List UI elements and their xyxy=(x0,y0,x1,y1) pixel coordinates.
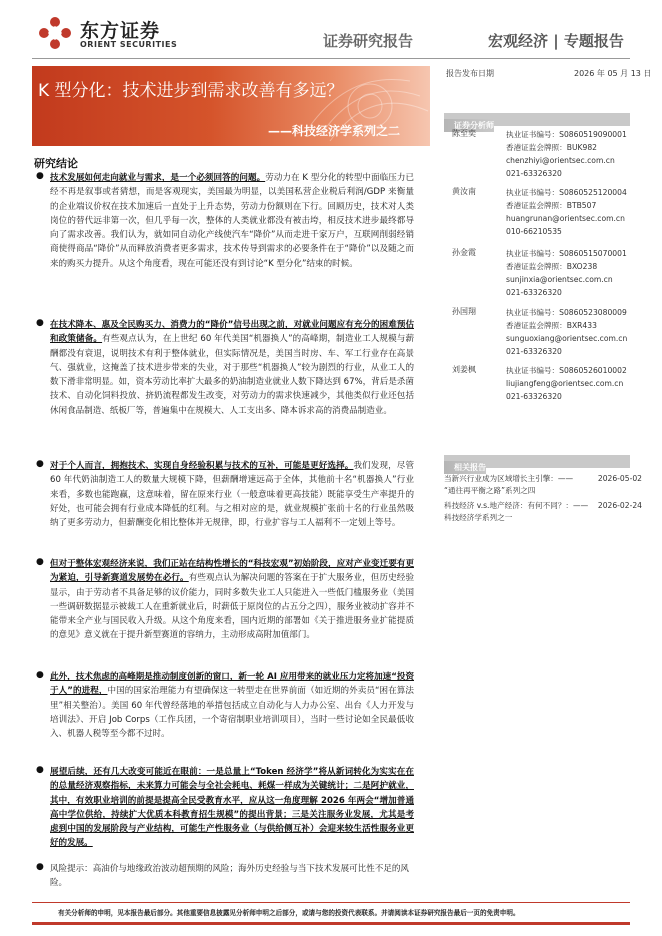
footer-bar xyxy=(32,922,630,925)
analyst-name: 孙金霞 xyxy=(452,248,476,257)
analyst-detail: 021-63326320 xyxy=(506,169,562,178)
related-heading: 相关报告 xyxy=(444,461,486,474)
analyst-detail: 执业证书编号：S0860523080009 xyxy=(506,308,627,317)
analyst-detail: 执业证书编号：S0860515070001 xyxy=(506,249,627,258)
conclusion-paragraph xyxy=(50,171,414,271)
analyst-name: 刘姜枫 xyxy=(452,365,476,374)
related-report-title: 当新兴行业成为区域增长主引擎：—— xyxy=(444,474,574,483)
paragraph-body: 劳动力在 K 型分化的转型中面临压力已经不再是叙事或者猜想，而是客观现实，美国最为明显，以美国私营企业税后利润/GDP 来衡量的企业端议价权在技术加速后一直处于上升态势，劳动力份额则在下行。回顾历史，技术对人类岗位的替代远非第一次，但几乎每一次，整体的人类就业都没有被击垮，相反技术进步最终都导向了需求改善。我们认为，就如同自动化产线使汽车“降价”从而走进千家万户，互联网削弱经销商使得商品“降价”从而释放消费者更多需求，技术传导到需求的必要条件在于“降价”以及随之而来的购买力提升。从这个角度看，现在可能还没有到讨论“K 型分化”结束的时候。 xyxy=(50,173,414,269)
logo-chinese-name: 东方证券 xyxy=(80,20,161,42)
analyst-detail: 香港证监会牌照：BXR433 xyxy=(506,321,597,330)
analyst-name: 陈至奕 xyxy=(452,129,476,138)
conclusion-paragraph xyxy=(50,765,414,851)
analyst-name: 孙国翔 xyxy=(452,307,476,316)
report-title: K 型分化：技术进步到需求改善有多远？ xyxy=(38,81,344,101)
related-report-subtitle: “通往再平衡之路”系列之四 xyxy=(444,486,536,495)
bullet-icon: ● xyxy=(36,318,44,328)
related-report-date: 2026-05-02 xyxy=(597,474,642,483)
analysts-heading: 证券分析师 xyxy=(444,119,494,132)
analyst-detail: 021-63326320 xyxy=(506,392,562,401)
report-date-value: 2026 年 05 月 13 日 xyxy=(574,69,652,78)
related-report-item[interactable] xyxy=(444,500,642,524)
bullet-icon: ● xyxy=(36,670,44,680)
related-report-date: 2026-02-24 xyxy=(597,501,642,510)
conclusion-paragraph xyxy=(50,557,414,643)
report-category-label: 宏观经济 | 专题报告 xyxy=(488,32,624,50)
related-report-subtitle: 科技经济学系列之一 xyxy=(444,513,513,522)
analyst-email-link[interactable]: sunguoxiang@orientsec.com.cn xyxy=(506,334,628,343)
analysts-section-header xyxy=(444,113,630,130)
paragraph-body: 有些观点认为解决问题的答案在于扩大服务业，但历史经验显示，由于劳动者不具备足够的议价能力，同时多数失业工人只能进入一些低门槛服务业（美国一些调研数据显示被裁工人在重新就业后，时薪低于原岗位的占五分之四），服务业被动扩容并不能带来全产业与国民收入升级。从这个角度来看，国内近期的部署如《关于推进服务业扩能提质的意见》意义就在于提升新型赛道的容纳力，主动形成高附加值部门。 xyxy=(50,573,415,641)
bullet-icon: ● xyxy=(36,557,44,567)
paragraph-lead: 但对于整体宏观经济来说，我们正站在结构性增长的“科技宏观”初始阶段，应对产业变迁要有更为紧迫，引导新赛道发展势在必行。 xyxy=(50,559,414,584)
analyst-detail: 010-66210535 xyxy=(506,227,562,236)
related-section-header xyxy=(444,455,630,472)
related-report-item[interactable] xyxy=(444,473,642,497)
analyst-detail: 021-63326320 xyxy=(506,288,562,297)
analyst-detail: 香港证监会牌照：BUK982 xyxy=(506,143,597,152)
bullet-icon: ● xyxy=(36,171,44,181)
paragraph-lead: 在技术降本、惠及全民购买力、消费力的“降价”信号出现之前，对就业问题应有充分的困难预估和政策储备。 xyxy=(50,320,414,345)
section-heading-conclusions: 研究结论 xyxy=(34,157,78,170)
analyst-email-link[interactable]: sunjinxia@orientsec.com.cn xyxy=(506,275,613,284)
paragraph-body: 我们发现，尽管 60 年代奶油制造工人的数量大规模下降，但薪酬增速远高于全体，其他前十名“机器换人”行业来看，多数也能跑赢，这意味着，留在原来行业（一般意味着更高技能）既能享受生产率提升的好处，也可能会拥有行业成本降低的红利。与之相对应的是，就业规模扩张前十名的行业虽然吸纳了更多劳动力，但薪酬变化相比整体并无规律，即，行业扩容与工人福利不一定划上等号。 xyxy=(50,461,415,529)
paragraph-body: 有些观点认为，在上世纪 60 年代美国“机器换人”的高峰期，制造业工人规模与薪酬都没有衰退，说明技术有利于整体就业，但实际情况是，美国当时房、车、军工行业存在高景气、强就业，这掩盖了技术进步带来的失业，对于那些“机器换人”较为剧烈的行业，从业工人的数下滑非常明显。如，资本劳动比率扩大最多的奶油制造业就业人数下降达到 67%，背后是杀菌技术、自动化饲料投放、挤奶流程都发生改变，对劳动力的需求快速减少，其他类似行业还包括休闲食品制造、纸板厂等，普遍集中在规模大、人工支出多、降本诉求高的消费品制造业。 xyxy=(50,334,415,416)
analyst-detail: 执业证书编号：S0860526010002 xyxy=(506,366,627,375)
analyst-email-link[interactable]: liujiangfeng@orientsec.com.cn xyxy=(506,379,624,388)
analyst-detail: 香港证监会牌照：BXO238 xyxy=(506,262,598,271)
paragraph-lead: 技术发展如何走向就业与需求，是一个必须回答的问题。 xyxy=(50,173,266,183)
related-report-title: 科技经济 v.s.地产经济：有何不同？：—— xyxy=(444,501,589,510)
risk-warning: 风险提示：高油价与地缘政治波动超预期的风险；海外历史经验与当下技术发展可比性不足的风险。 xyxy=(50,864,409,889)
footer-disclaimer: 有关分析师的申明，见本报告最后部分。其他重要信息披露见分析师申明之后部分，或请与您的投资代表联系。并请阅读本证券研究报告最后一页的免责申明。 xyxy=(58,909,520,917)
paragraph-lead: 展望后续，还有几大改变可能近在眼前：一是总量上“Token 经济学”将从新词转化为实实在在的总量经济观察指标，未来算力可能会与全社会耗电、耗煤一样成为关键统计；二是阿护就业，其中，有效职业培训的前提是提高全民受教育水平，应从这一角度理解 2026 年两会“增加普通高中学位供给，持续扩大优质本科教育招生规模”的提出背景；三是关注服务业发展，尤其是考虑到中国的发展阶段与产业结构，可能生产性服务业（与供给侧互补）会迎来较生活性服务业更好的发展。 xyxy=(50,767,414,849)
report-series: ——科技经济学系列之二 xyxy=(268,124,401,138)
logo-english-name: ORIENT SECURITIES xyxy=(80,40,178,49)
analyst-detail: 执业证书编号：S0860519090001 xyxy=(506,130,627,139)
paragraph-lead: 此外，技术焦虑的高峰期是推动制度创新的窗口，新一轮 AI 应用带来的就业压力定将加速“投资于人”的进程， xyxy=(50,672,414,697)
header-divider xyxy=(32,58,630,59)
orient-logo-icon xyxy=(38,16,72,50)
bullet-icon: ● xyxy=(36,862,44,872)
bullet-icon: ● xyxy=(36,459,44,469)
bullet-icon: ● xyxy=(36,765,44,775)
report-date-label: 报告发布日期 xyxy=(446,69,494,78)
analyst-detail: 香港证监会牌照：BTB507 xyxy=(506,201,597,210)
analyst-detail: 执业证书编号：S0860525120004 xyxy=(506,188,627,197)
conclusion-paragraph xyxy=(50,459,414,530)
analyst-detail: 021-63326320 xyxy=(506,347,562,356)
conclusion-paragraph xyxy=(50,318,414,418)
paragraph-body: 中国的国家治理能力有望确保这一转型走在世界前面（如近期的外卖员“困在算法里”相关整治）。美国 60 年代曾经落地的举措包括成立自动化与人力办公室、出台《人力开发与培训法》、开启 Job Corps（工作兵团，一个寄宿制职业培训项目），当时一些讨论如全民最低收入、机器人税等至今都不过时。 xyxy=(50,686,414,740)
footer-divider xyxy=(32,902,630,903)
paragraph-lead: 对于个人而言，拥抱技术、实现自身经验积累与技术的互补，可能是更好选择。 xyxy=(50,461,354,471)
analyst-email-link[interactable]: huangrunan@orientsec.com.cn xyxy=(506,214,625,223)
analyst-name: 黄汝南 xyxy=(452,187,476,196)
analyst-email-link[interactable]: chenzhiyi@orientsec.com.cn xyxy=(506,156,615,165)
conclusion-paragraph xyxy=(50,670,414,741)
report-type-label: 证券研究报告 xyxy=(323,32,414,50)
